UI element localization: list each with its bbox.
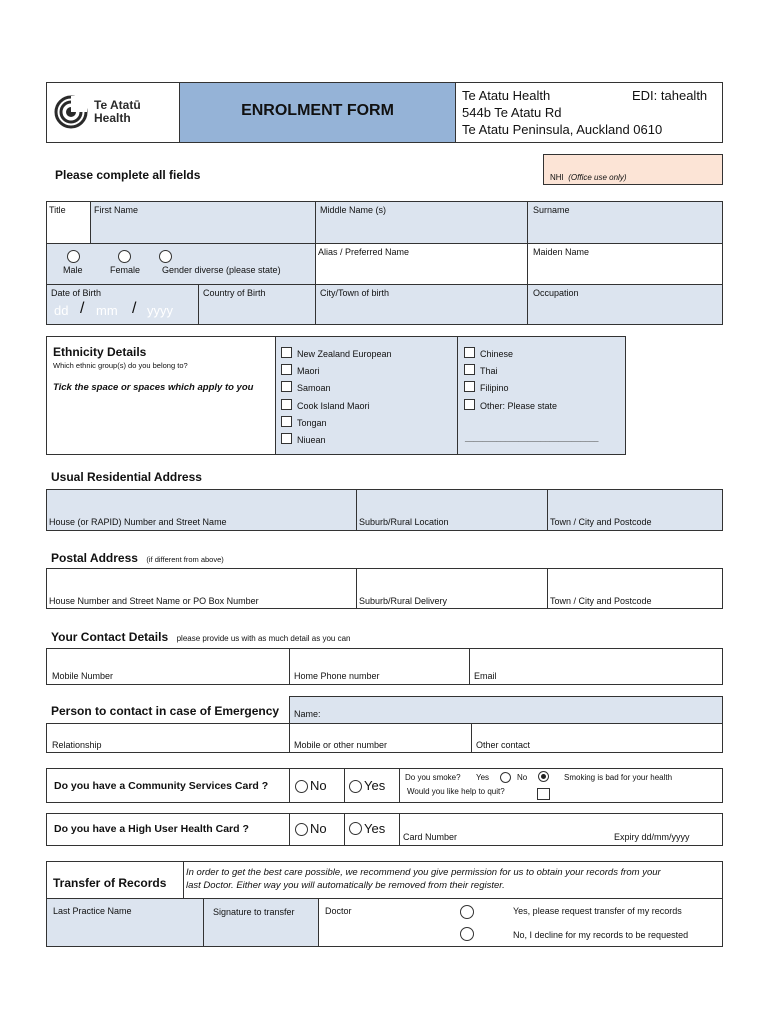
dob-separator-1: / bbox=[80, 300, 85, 317]
surname-label: Surname bbox=[533, 205, 570, 215]
ethnicity-label-samoan: Samoan bbox=[297, 383, 331, 393]
email-field[interactable] bbox=[469, 648, 723, 685]
ethnicity-label-cook-island-maori: Cook Island Maori bbox=[297, 401, 370, 411]
transfer-heading: Transfer of Records bbox=[53, 876, 167, 890]
huhc-question: Do you have a High User Health Card ? bbox=[54, 823, 249, 835]
signature-field[interactable] bbox=[203, 898, 319, 947]
quit-question: Would you like help to quit? bbox=[407, 787, 505, 796]
ethnicity-checkbox-other[interactable] bbox=[464, 399, 475, 410]
ethnicity-label-thai: Thai bbox=[480, 366, 498, 376]
smoke-note: Smoking is bad for your health bbox=[564, 773, 673, 782]
residential-town-label: Town / City and Postcode bbox=[550, 517, 652, 527]
residential-heading: Usual Residential Address bbox=[51, 470, 202, 484]
ethnicity-checkbox-tongan[interactable] bbox=[281, 416, 292, 427]
emergency-heading: Person to contact in case of Emergency bbox=[51, 704, 280, 718]
male-label: Male bbox=[63, 265, 83, 275]
postal-note: (if different from above) bbox=[146, 555, 224, 564]
residential-street-label: House (or RAPID) Number and Street Name bbox=[49, 517, 227, 527]
last-practice-label: Last Practice Name bbox=[53, 906, 132, 916]
female-radio[interactable] bbox=[118, 250, 131, 263]
practice-address-line2: Te Atatu Peninsula, Auckland 0610 bbox=[462, 122, 663, 137]
smoke-yes-label: Yes bbox=[476, 773, 490, 782]
ethnicity-label-filipino: Filipino bbox=[480, 383, 509, 393]
practice-edi: EDI: tahealth bbox=[632, 88, 708, 103]
emergency-other-label: Other contact bbox=[476, 740, 531, 750]
csc-yes-label: Yes bbox=[364, 778, 386, 793]
ethnicity-heading: Ethnicity Details bbox=[53, 345, 147, 359]
transfer-text-line1: In order to get the best care possible, we recommend you give permission for us to obtain your records from your bbox=[186, 867, 661, 878]
dob-separator-2: / bbox=[132, 300, 137, 317]
gender-diverse-label: Gender diverse (please state) bbox=[162, 265, 281, 275]
csc-question: Do you have a Community Services Card ? bbox=[54, 780, 269, 792]
occupation-label: Occupation bbox=[533, 288, 579, 298]
emergency-name-label: Name: bbox=[294, 709, 321, 719]
gender-box bbox=[46, 243, 316, 285]
ethnicity-label-chinese: Chinese bbox=[480, 349, 514, 359]
ethnicity-checkbox-maori[interactable] bbox=[281, 364, 292, 375]
country-of-birth-label: Country of Birth bbox=[203, 288, 266, 298]
middle-name-label: Middle Name (s) bbox=[320, 205, 387, 215]
dob-label: Date of Birth bbox=[51, 288, 102, 298]
ethnicity-checkbox-chinese[interactable] bbox=[464, 347, 475, 358]
huhc-yes-radio[interactable] bbox=[349, 822, 362, 835]
smoke-no-label: No bbox=[517, 773, 528, 782]
nhi-label: NHI (Office use only) bbox=[550, 173, 627, 182]
ethnicity-checkbox-filipino[interactable] bbox=[464, 381, 475, 392]
city-of-birth-label: City/Town of birth bbox=[320, 288, 390, 298]
ethnicity-checkbox-niuean[interactable] bbox=[281, 433, 292, 444]
gender-diverse-radio[interactable] bbox=[159, 250, 172, 263]
dob-dd-placeholder: dd bbox=[54, 303, 69, 318]
transfer-yes-label: Yes, please request transfer of my records bbox=[513, 906, 682, 916]
mobile-number-label: Mobile Number bbox=[52, 671, 114, 681]
ethnicity-subtext: Which ethnic group(s) do you belong to? bbox=[53, 361, 188, 370]
home-phone-label: Home Phone number bbox=[294, 671, 380, 681]
first-name-label: First Name bbox=[94, 205, 139, 215]
emergency-relationship-label: Relationship bbox=[52, 740, 102, 750]
quit-help-checkbox[interactable] bbox=[537, 788, 550, 800]
ethnicity-checkbox-cook-island-maori[interactable] bbox=[281, 399, 292, 410]
title-label: Title bbox=[49, 205, 66, 215]
alias-label: Alias / Preferred Name bbox=[318, 247, 410, 257]
dob-yyyy-placeholder: yyyy bbox=[147, 303, 173, 318]
practice-name: Te Atatu Health bbox=[462, 88, 551, 103]
doctor-label: Doctor bbox=[325, 906, 352, 916]
smoke-question: Do you smoke? bbox=[405, 773, 461, 782]
transfer-no-label: No, I decline for my records to be requested bbox=[513, 930, 689, 940]
huhc-no-radio[interactable] bbox=[295, 823, 308, 836]
logo-text-line1: Te Atatū bbox=[94, 98, 141, 112]
smoke-no-radio-dot bbox=[541, 774, 546, 779]
ethnicity-other-input-line[interactable]: ______________________________ bbox=[465, 433, 599, 442]
female-label: Female bbox=[110, 265, 141, 275]
practice-address-line1: 544b Te Atatu Rd bbox=[462, 105, 562, 120]
ethnicity-checkbox-nz-european[interactable] bbox=[281, 347, 292, 358]
maiden-name-label: Maiden Name bbox=[533, 247, 590, 257]
ethnicity-label-other: Other: Please state bbox=[480, 401, 558, 411]
contact-heading: Your Contact Details bbox=[51, 630, 169, 644]
huhc-card-number-label: Card Number bbox=[403, 832, 458, 842]
ethnicity-checkbox-samoan[interactable] bbox=[281, 381, 292, 392]
postal-heading-row bbox=[51, 549, 224, 567]
form-title: ENROLMENT FORM bbox=[241, 102, 394, 119]
huhc-yes-label: Yes bbox=[364, 821, 386, 836]
ethnicity-checkbox-thai[interactable] bbox=[464, 364, 475, 375]
residential-suburb-label: Suburb/Rural Location bbox=[359, 517, 449, 527]
csc-yes-radio[interactable] bbox=[349, 780, 362, 793]
ethnicity-label-maori: Maori bbox=[297, 366, 320, 376]
csc-no-radio[interactable] bbox=[295, 780, 308, 793]
ethnicity-label-nz-european: New Zealand European bbox=[297, 349, 392, 359]
postal-heading: Postal Address bbox=[51, 551, 138, 565]
postal-suburb-label: Suburb/Rural Delivery bbox=[359, 596, 448, 606]
transfer-yes-radio[interactable] bbox=[460, 905, 474, 919]
csc-no-label: No bbox=[310, 778, 327, 793]
transfer-no-radio[interactable] bbox=[460, 927, 474, 941]
postal-street-label: House Number and Street Name or PO Box Number bbox=[49, 596, 259, 606]
emergency-mobile-label: Mobile or other number bbox=[294, 740, 388, 750]
email-label: Email bbox=[474, 671, 497, 681]
postal-town-label: Town / City and Postcode bbox=[550, 596, 652, 606]
transfer-text-line2: last Doctor. Either way you will automatically be removed from their register. bbox=[186, 880, 505, 891]
logo-mark-icon bbox=[54, 95, 88, 129]
smoke-yes-radio[interactable] bbox=[500, 772, 511, 783]
emergency-name-field[interactable] bbox=[289, 696, 723, 724]
logo-text-line2: Health bbox=[94, 111, 131, 125]
ethnicity-label-niuean: Niuean bbox=[297, 435, 326, 445]
ethnicity-instruction: Tick the space or spaces which apply to you bbox=[53, 382, 254, 393]
huhc-no-label: No bbox=[310, 821, 327, 836]
signature-label: Signature to transfer bbox=[213, 907, 295, 917]
contact-heading-row bbox=[51, 628, 350, 646]
contact-note: please provide us with as much detail as you can bbox=[176, 634, 351, 643]
ethnicity-label-tongan: Tongan bbox=[297, 418, 327, 428]
dob-mm-placeholder: mm bbox=[96, 303, 118, 318]
male-radio[interactable] bbox=[67, 250, 80, 263]
huhc-expiry-label: Expiry dd/mm/yyyy bbox=[614, 832, 690, 842]
instructions-text: Please complete all fields bbox=[55, 168, 201, 182]
ethnicity-divider bbox=[457, 337, 458, 454]
